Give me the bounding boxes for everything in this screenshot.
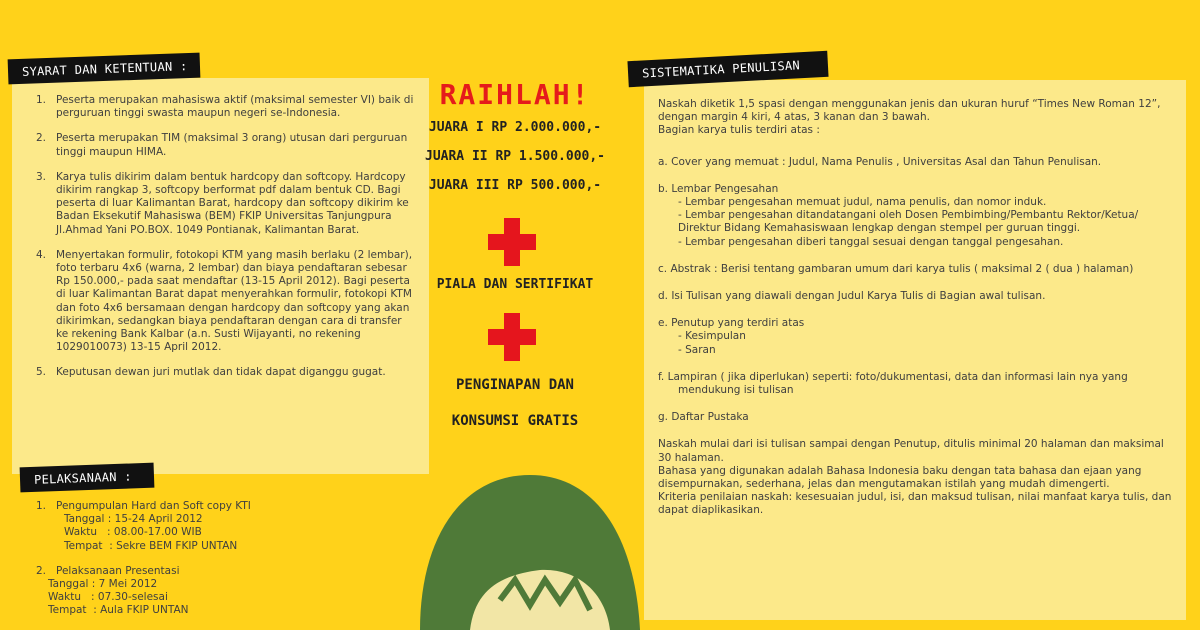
section-f: f. Lampiran ( jika diperlukan) seperti: foto/dukumentasi, data dan informasi lain nya yang mendukung isi tulisan [658,370,1128,397]
plus-cross-icon [488,218,536,266]
section-a: a. Cover yang memuat : Judul, Nama Penulis , Universitas Asal dan Tahun Penulisan. [658,155,1102,168]
juara-2: JUARA II RP 1.500.000,- [425,149,606,164]
penginapan-line1: PENGINAPAN DAN [455,377,574,393]
syarat-item-1: 1. Peserta merupakan mahasiswa aktif (maksimal semester VI) baik di perguruan tinggi swasta maupun negeri se-Indonesia. [36,94,414,120]
section-d: d. Isi Tulisan yang diawali dengan Judul Karya Tulis di Bagian awal tulisan. [658,290,1046,303]
intro-paragraph: Naskah diketik 1,5 spasi dengan menggunakan jenis dan ukuran huruf “Times New Roman 12”, dengan margin 4 kiri, 4 atas, 3 kanan dan 3 bawah. [658,98,1161,124]
syarat-item-5: 5. Keputusan dewan juri mutlak dan tidak dapat diganggu gugat. [36,366,386,379]
section-b: b. Lembar Pengesahan [658,182,779,195]
syarat-item-2: 2. Peserta merupakan TIM (maksimal 3 orang) utusan dari perguruan tinggi maupun HIMA. [36,132,408,158]
sistematika-header: SISTEMATIKA PENULISAN [627,51,828,87]
cartoon-character-illustration [400,440,650,630]
pelaksanaan-item-1: 1. Pengumpulan Hard dan Soft copy KTI Tanggal : 15-24 April 2012 Waktu : 08.00-17.00 WIB Tempat : Sekre BEM FKIP UNTAN [36,500,251,552]
section-e-item: - Saran [678,343,716,356]
intro-bagian: Bagian karya tulis terdiri atas : [658,124,820,137]
syarat-item-3: 3. Karya tulis dikirim dalam bentuk hardcopy dan softcopy. Hardcopy dikirim rangkap 3, softcopy berformat pdf dalam bentuk CD. Bagi peserta di luar Kalimantan Barat, hardcopy dan softcopy dikirim ke Badan Eksekutif Mahasiswa (BEM) FKIP Universitas Tanjungpura Jl.Ahmad Yani PO.BOX. 1049 Pontianak, Kalimantan Barat. [36,170,409,236]
section-b-item: - Lembar pengesahan diberi tanggal sesuai dengan tanggal pengesahan. [678,235,1064,248]
juara-3: JUARA III RP 500.000,- [428,178,602,193]
juara-1: JUARA I RP 2.000.000,- [428,120,602,135]
sistematika-content [658,98,1178,518]
raihlah-headline: RAIHLAH! [439,78,591,111]
section-e-item: - Kesimpulan [678,330,746,343]
syarat-list [36,94,414,392]
syarat-item-4: 4. Menyertakan formulir, fotokopi KTM yang masih berlaku (2 lembar), foto terbaru 4x6 (warna, 2 lembar) dan biaya pendaftaran sebesar Rp 150.000,- pada saat mendaftar (13-15 April 2012). Bagi peserta di luar Kalimantan Barat dapat menyerahkan formulir, fotokopi KTM dan foto 4x6 bersamaan dengan hardcopy dan softcopy yang akan dikirimkan, sedangkan biaya pendaftaran dengan cara di transfer ke rekening Bank Kalbar (a.n. Susti Wijayanti, no rekening 1029010073) 13-15 April 2012. [36,248,413,354]
section-g: g. Daftar Pustaka [658,411,749,424]
piala-sertifikat: PIALA DAN SERTIFIKAT [436,277,594,292]
pelaksanaan-header: PELAKSANAAN : [20,463,155,493]
closing-paragraph: Kriteria penilaian naskah: kesesuaian judul, isi, dan maksud tulisan, nilai manfaat karya tulis, dan dapat diaplikasikan. [658,491,1172,517]
syarat-header: SYARAT DAN KETENTUAN : [8,53,200,85]
pelaksanaan-list [36,500,416,630]
section-c: c. Abstrak : Berisi tentang gambaran umum dari karya tulis ( maksimal 2 ( dua ) halaman) [658,262,1134,275]
pelaksanaan-item-2: 2. Pelaksanaan Presentasi Tanggal : 7 Mei 2012 Waktu : 07.30-selesai Tempat : Aula FKIP UNTAN [36,564,189,617]
plus-cross-icon [488,313,536,361]
closing-paragraph: Bahasa yang digunakan adalah Bahasa Indonesia baku dengan tata bahasa dan ejaan yang disempurnakan, sederhana, jelas dan mengutamakan istilah yang mudah dimengerti. [658,464,1142,491]
section-e: e. Penutup yang terdiri atas [658,317,805,330]
section-b-item: - Lembar pengesahan ditandatangani oleh Dosen Pembimbing/Pembantu Rektor/Ketua/ Direktur Bidang Kemahasiswaan lengkap dengan stempel per guruan tinggi. [678,209,1139,235]
penginapan-line2: KONSUMSI GRATIS [451,413,579,429]
closing-paragraph: Naskah mulai dari isi tulisan sampai dengan Penutup, ditulis minimal 20 halaman dan maksimal 30 halaman. [658,438,1164,464]
section-b-item: - Lembar pengesahan memuat judul, nama penulis, dan nomor induk. [678,196,1047,209]
